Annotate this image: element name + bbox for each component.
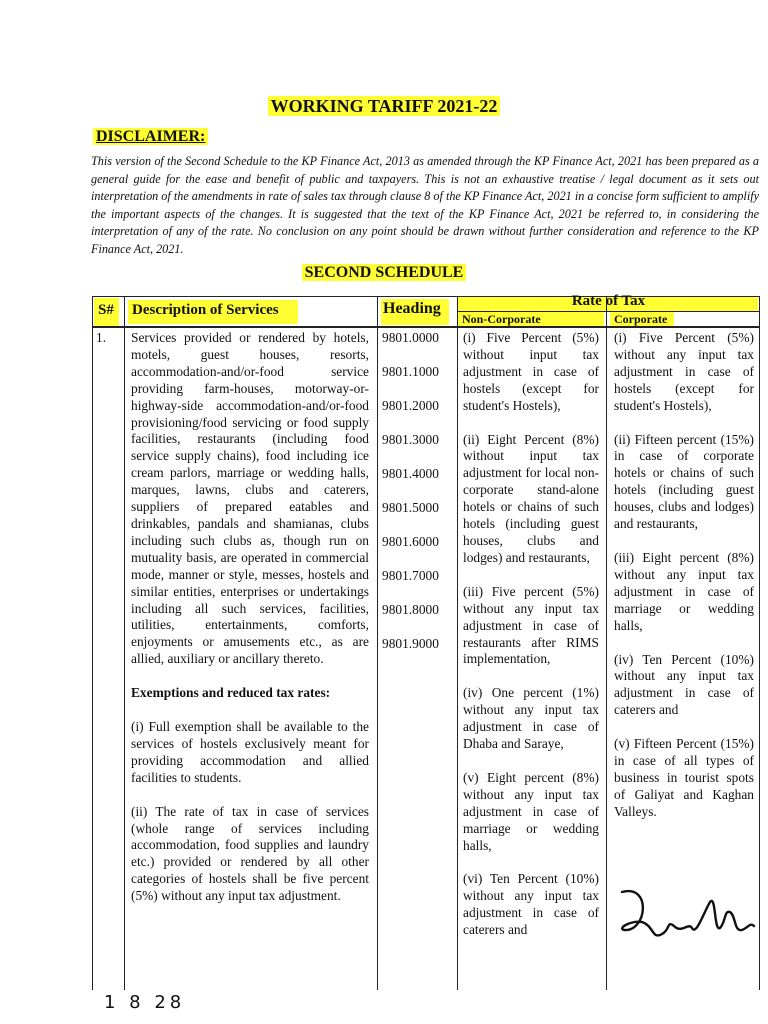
row-non-corporate-rates [463,330,599,956]
exemptions-heading: Exemptions and reduced tax rates: [131,685,331,701]
heading-code: 9801.9000 [382,636,439,651]
rate-item: (v) Eight percent (8%) without any input tax adjustment in case of marriage or wedding halls, [463,769,599,853]
disclaimer-heading: DISCLAIMER: [93,128,208,146]
header-description: Description of Services [132,302,279,318]
header-rate-of-tax: Rate of Tax [571,293,646,309]
header-sno: S# [98,302,114,318]
row-serial-number: 1. [96,330,107,345]
rate-item: (v) Fifteen Percent (15%) in case of all types of business in tourist spots of Galiyat and Kaghan Valleys. [614,736,754,819]
heading-code: 9801.2000 [382,398,439,413]
schedule-title: SECOND SCHEDULE [0,264,768,282]
row-description [131,330,369,922]
rate-item: (iv) Ten Percent (10%) without any input tax adjustment in case of caterers and [614,651,754,718]
exemption-item: (ii) The rate of tax in case of services (whole range of services including accommodation, food supplies and laundry etc.) provided or rendered by all other categories of hostels shall be five percent (5%) without any input tax adjustment. [131,803,369,904]
row-heading-codes [382,330,452,670]
rate-item: (ii) Fifteen percent (15%) in case of corporate hotels or chains of such hotels (including guest houses, clubs and lodges) and restaurants, [614,431,754,532]
table-border-left [92,296,93,990]
rate-item: (iv) One percent (1%) without any input tax adjustment in case of Dhaba and Saraye, [463,685,599,752]
rate-item: (vi) Ten Percent (10%) without any input tax adjustment in case of caterers and [463,871,599,938]
rate-item: (ii) Eight Percent (8%) without input tax adjustment for local non-corporate stand-alone hotels or chains of such hotels (including guest houses, clubs and lodges) and restaurants, [463,431,599,565]
header-corporate: Corporate [614,312,668,326]
col-divider-heading [457,296,458,990]
header-heading: Heading [383,300,441,317]
heading-code: 9801.5000 [382,500,439,515]
document-title: WORKING TARIFF 2021-22 [0,96,768,117]
col-divider-sno [124,296,125,990]
heading-code: 9801.4000 [382,466,439,481]
heading-code: 9801.3000 [382,432,439,447]
heading-code: 9801.7000 [382,568,439,583]
rate-item: (i) Five Percent (5%) without any input tax adjustment in case of hostels (except for student's Hostels), [614,330,754,413]
rate-item: (i) Five Percent (5%) without input tax adjustment in case of hostels (except for student's Hostels), [463,330,599,413]
handwritten-signature [612,882,762,952]
row-corporate-rates [614,330,754,838]
heading-code: 9801.8000 [382,602,439,617]
heading-code: 9801.6000 [382,534,439,549]
service-description: Services provided or rendered by hotels, motels, guest houses, resorts, accommodation-and/or-food service providing farm-houses, motorway-or-highway-side accommodation-and/or-food provisioning/food servicing or food supply facilities, restaurants (including food service supply chains), food including ice cream parlors, marriage or wedding halls, marques, lawns, clubs and caterers, suppliers of prepared eatables and drinkables, pandals and shamianas, clubs including such clubs as, though run on mutuality basis, are operated in commercial mode, manner or style, messes, hostels and similar entities, enterprises or undertakings including all such services, facilities, utilities, entertainments, comforts, enjoyments or amusements etc., as are allied, auxiliary or ancillary thereto. [131,330,369,667]
col-divider-noncorp [606,296,607,990]
exemption-item: (i) Full exemption shall be available to the services of hostels exclusively meant for providing accommodation and allied facilities to students. [131,719,369,785]
col-divider-desc [377,296,378,990]
disclaimer-text: This version of the Second Schedule to the KP Finance Act, 2013 as amended through the KP Finance Act, 2021 has been prepared as a general guide for the ease and benefit of public and taxpayers. This is not an exhaustive treatise / legal document as it sets out interpretation of the amendments in rate of sales tax through clause 8 of the KP Finance Act, 2021 in a concise form sufficient to amplify the important aspects of the changes. It is suggested that the text of the KP Finance Act, 2021 be referred to, in considering the interpretation of any of the rate. No conclusion on any point should be drawn without further consideration and reference to the KP Finance Act, 2021. [91,154,759,256]
page-marker: 1 8 28 [104,992,186,1013]
rate-item: (iii) Eight percent (8%) without any input tax adjustment in case of marriage or wedding halls, [614,549,754,633]
rate-item: (iii) Five percent (5%) without any input tax adjustment in case of restaurants after RIMS implementation, [463,583,599,667]
header-non-corporate: Non-Corporate [462,312,541,326]
heading-code: 9801.1000 [382,364,439,379]
heading-code: 9801.0000 [382,330,439,345]
